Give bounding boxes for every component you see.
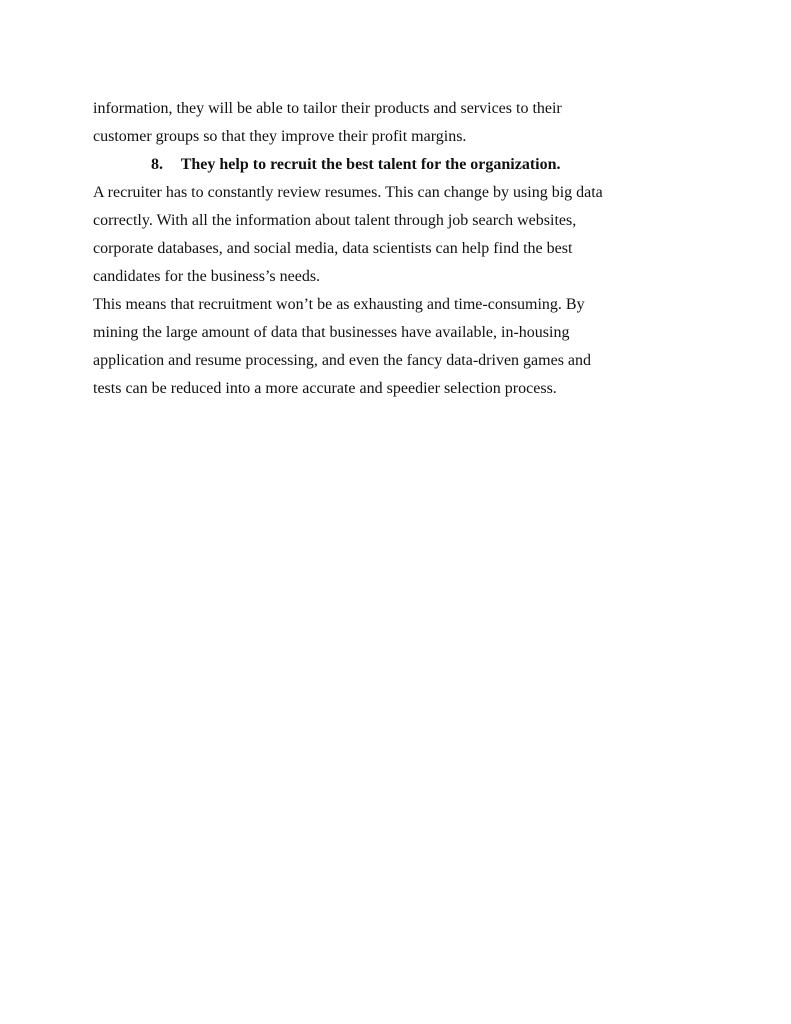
- paragraph-recruiter: [93, 179, 713, 291]
- text-line: tests can be reduced into a more accurate and speedier selection process.: [93, 380, 557, 397]
- text-line: application and resume processing, and even the fancy data-driven games and: [93, 352, 592, 369]
- section-title: They help to recruit the best talent for the organization.: [180, 156, 561, 173]
- intro-paragraph: [93, 95, 713, 151]
- text-line: mining the large amount of data that businesses have available, in-housing: [93, 324, 570, 341]
- section-number: 8.: [151, 156, 163, 173]
- text-line: correctly. With all the information about talent through job search websites,: [93, 212, 577, 229]
- text-line: candidates for the business’s needs.: [93, 268, 321, 285]
- text-line: customer groups so that they improve their profit margins.: [93, 128, 467, 145]
- text-line: corporate databases, and social media, data scientists can help find the best: [93, 240, 573, 257]
- paragraph-recruitment: [93, 291, 713, 403]
- text-line: information, they will be able to tailor their products and services to their: [93, 100, 562, 117]
- document-page: [93, 95, 713, 403]
- text-line: This means that recruitment won’t be as exhausting and time-consuming. By: [93, 296, 585, 313]
- text-line: A recruiter has to constantly review resumes. This can change by using big data: [93, 184, 603, 201]
- section-heading: [93, 151, 713, 179]
